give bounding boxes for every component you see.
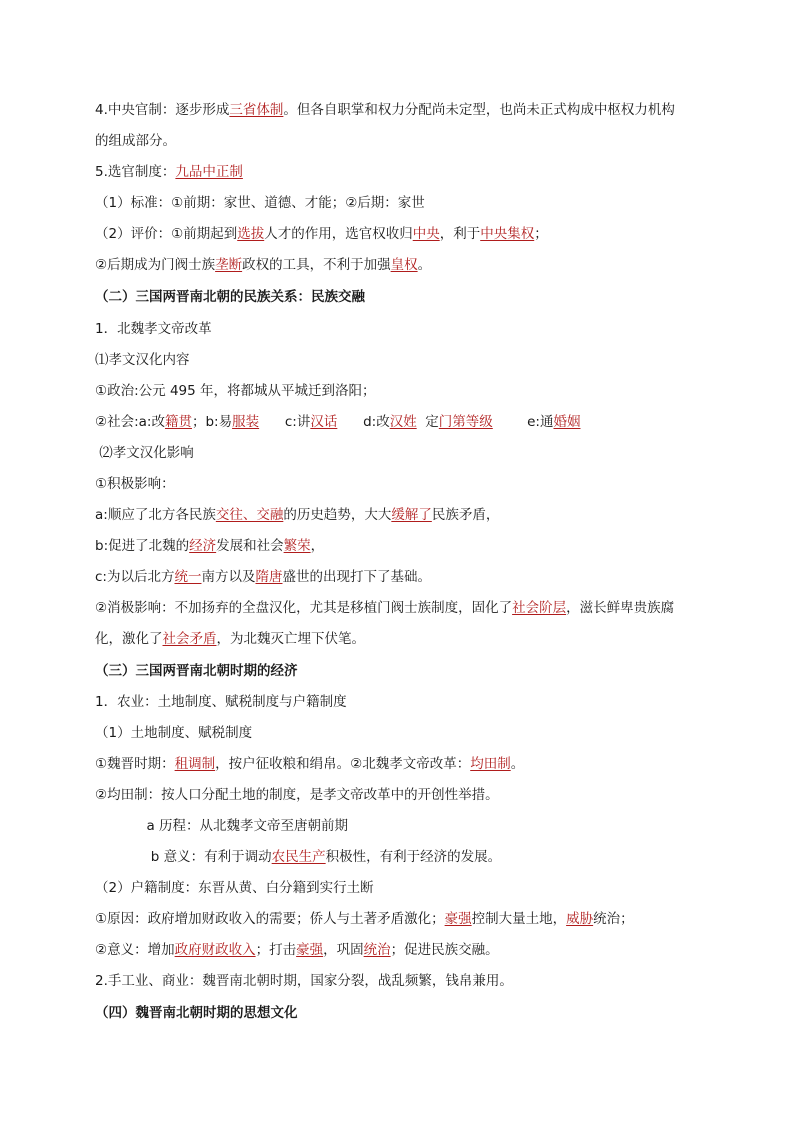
text-segment: ，为北魏灭亡埋下伏笔。 <box>216 631 365 647</box>
keyword-answer: 三省体制 <box>229 102 284 118</box>
text-segment: 的组成部分。 <box>95 133 176 149</box>
text-segment: ①积极影响： <box>95 476 175 492</box>
para-central-official-system <box>95 101 734 119</box>
text-segment: a:顺应了北方各民族 <box>95 507 216 523</box>
text-segment: （1）标准：①前期：家世、道德、才能；②后期：家世 <box>95 195 425 211</box>
text-segment: 人才的作用，选官权收归 <box>264 226 413 242</box>
para-sinicization-content <box>95 351 734 369</box>
text-segment: 5.选官制度： <box>95 164 176 180</box>
text-segment: ①政治:公元 495 年，将都城从平城迁到洛阳； <box>95 383 376 399</box>
para-negative-impact <box>95 599 734 617</box>
text-segment: 。但各自职掌和权力分配尚未定型，也尚未正式构成中枢权力机构 <box>283 102 675 118</box>
text-segment: （二）三国两晋南北朝的民族关系：民族交融 <box>95 289 365 305</box>
text-segment: ②均田制：按人口分配土地的制度，是孝文帝改革中的开创性举措。 <box>95 787 499 803</box>
text-segment: 控制大量土地， <box>471 911 567 927</box>
para-selection-evaluation <box>95 225 734 243</box>
text-segment: 定 <box>416 414 439 430</box>
para-selection-criteria <box>95 194 734 212</box>
text-segment: ②社会:a:改 <box>95 414 165 430</box>
keyword-answer: 服装 <box>232 414 260 430</box>
keyword-answer: 豪强 <box>296 942 324 958</box>
text-segment: e:通 <box>492 414 554 430</box>
para-juntian-history <box>95 817 734 835</box>
text-segment: ； <box>534 226 548 242</box>
text-segment: ，巩固 <box>323 942 364 958</box>
keyword-answer: 籍贯 <box>164 414 192 430</box>
text-segment: ②消极影响：不加扬弃的全盘汉化，尤其是移植门阀士族制度，固化了 <box>95 600 513 616</box>
text-segment: 政权的工具，不利于加强 <box>242 257 391 273</box>
para-politics <box>95 382 734 400</box>
para-land-tax-system <box>95 724 734 742</box>
text-segment: ， <box>310 538 325 554</box>
para-registration-reason <box>95 910 734 928</box>
text-segment: （1）土地制度、赋税制度 <box>95 725 253 741</box>
para-juntian <box>95 786 734 804</box>
text-segment: 1．农业：土地制度、赋税制度与户籍制度 <box>95 694 347 710</box>
section-heading-thought-culture <box>95 1004 734 1022</box>
keyword-answer: 繁荣 <box>283 538 311 554</box>
text-segment: （四）魏晋南北朝时期的思想文化 <box>95 1005 298 1021</box>
text-segment: 发展和社会 <box>216 538 284 554</box>
para-agriculture <box>95 693 734 711</box>
para-impact-b <box>95 537 734 555</box>
text-segment: 化，激化了 <box>95 631 163 647</box>
text-segment: 盛世的出现打下了基础。 <box>282 569 431 585</box>
text-segment: （三）三国两晋南北朝时期的经济 <box>95 663 298 679</box>
keyword-answer: 政府财政收入 <box>174 942 256 958</box>
keyword-answer: 汉姓 <box>389 414 417 430</box>
text-segment: 1．北魏孝文帝改革 <box>95 321 212 337</box>
text-segment: ；促进民族交融。 <box>390 942 499 958</box>
text-segment: ⑵孝文汉化影响 <box>95 445 194 461</box>
keyword-answer: 门第等级 <box>438 414 493 430</box>
keyword-answer: 隋唐 <box>255 569 283 585</box>
text-segment: ①魏晋时期： <box>95 756 175 772</box>
text-segment: ②意义：增加 <box>95 942 175 958</box>
keyword-answer: 统治 <box>363 942 391 958</box>
para-selection-later <box>95 256 734 274</box>
keyword-answer: 缓解了 <box>391 507 432 523</box>
para-handicraft-commerce <box>95 972 734 990</box>
text-segment: 的历史趋势，大大 <box>283 507 392 523</box>
text-segment: ①原因：政府增加财政收入的需要；侨人与土著矛盾激化； <box>95 911 445 927</box>
para-juntian-significance <box>95 848 734 866</box>
text-segment: （2）评价：①前期起到 <box>95 226 238 242</box>
keyword-answer: 统一 <box>174 569 202 585</box>
keyword-answer: 婚姻 <box>553 414 581 430</box>
section-heading-economy <box>95 662 734 680</box>
text-segment: 积极性，有利于经济的发展。 <box>325 849 502 865</box>
text-segment: c:为以后北方 <box>95 569 175 585</box>
para-selection-system <box>95 163 734 181</box>
text-segment: ，利于 <box>439 226 481 242</box>
keyword-answer: 皇权 <box>390 257 418 273</box>
para-positive-impact <box>95 475 734 493</box>
para-impact-a <box>95 506 734 524</box>
keyword-answer: 交往、交融 <box>215 507 284 523</box>
keyword-answer: 社会阶层 <box>512 600 567 616</box>
text-segment: 4.中央官制：逐步形成 <box>95 102 230 118</box>
keyword-answer: 选拔 <box>237 226 265 242</box>
keyword-answer: 均田制 <box>470 756 511 772</box>
para-household-registration <box>95 879 734 897</box>
keyword-answer: 租调制 <box>174 756 216 772</box>
text-segment: 南方以及 <box>201 569 256 585</box>
keyword-answer: 垄断 <box>215 257 243 273</box>
text-segment: a 历程：从北魏孝文帝至唐朝前期 <box>95 818 349 834</box>
text-segment: b 意义：有利于调动 <box>95 849 272 865</box>
section-heading-ethnic-relations <box>95 288 734 306</box>
keyword-answer: 中央集权 <box>480 226 535 242</box>
text-segment: 统治； <box>593 911 634 927</box>
para-impact-c <box>95 568 734 586</box>
keyword-answer: 社会矛盾 <box>162 631 217 647</box>
text-segment: ②后期成为门阀士族 <box>95 257 216 273</box>
para-sinicization-impact <box>95 444 734 462</box>
keyword-answer: 威胁 <box>566 911 594 927</box>
para-negative-impact-cont <box>95 630 734 648</box>
keyword-answer: 豪强 <box>444 911 472 927</box>
text-segment: 。 <box>510 756 525 772</box>
para-xiaowen-reform <box>95 320 734 338</box>
text-segment: （2）户籍制度：东晋从黄、白分籍到实行土断 <box>95 880 374 896</box>
text-segment: c:讲 <box>259 414 311 430</box>
text-segment: d:改 <box>337 414 390 430</box>
para-society <box>95 413 734 431</box>
keyword-answer: 经济 <box>189 538 217 554</box>
text-segment: b:促进了北魏的 <box>95 538 190 554</box>
text-segment: 民族矛盾， <box>431 507 500 523</box>
keyword-answer: 农民生产 <box>271 849 326 865</box>
text-segment: ⑴孝文汉化内容 <box>95 352 190 368</box>
para-registration-significance <box>95 941 734 959</box>
para-central-official-system-cont <box>95 132 734 150</box>
keyword-answer: 九品中正制 <box>175 164 243 180</box>
text-segment: 2.手工业、商业：魏晋南北朝时期，国家分裂，战乱频繁，钱帛兼用。 <box>95 973 513 989</box>
text-segment: ；b:易 <box>191 414 233 430</box>
text-segment: ，按户征收粮和绢帛。②北魏孝文帝改革： <box>215 756 471 772</box>
text-segment: ；打击 <box>255 942 297 958</box>
text-segment: 。 <box>417 257 432 273</box>
keyword-answer: 汉话 <box>310 414 338 430</box>
text-segment: ，滋长鲜卑贵族腐 <box>566 600 675 616</box>
keyword-answer: 中央 <box>412 226 440 242</box>
para-weijin-period <box>95 755 734 773</box>
